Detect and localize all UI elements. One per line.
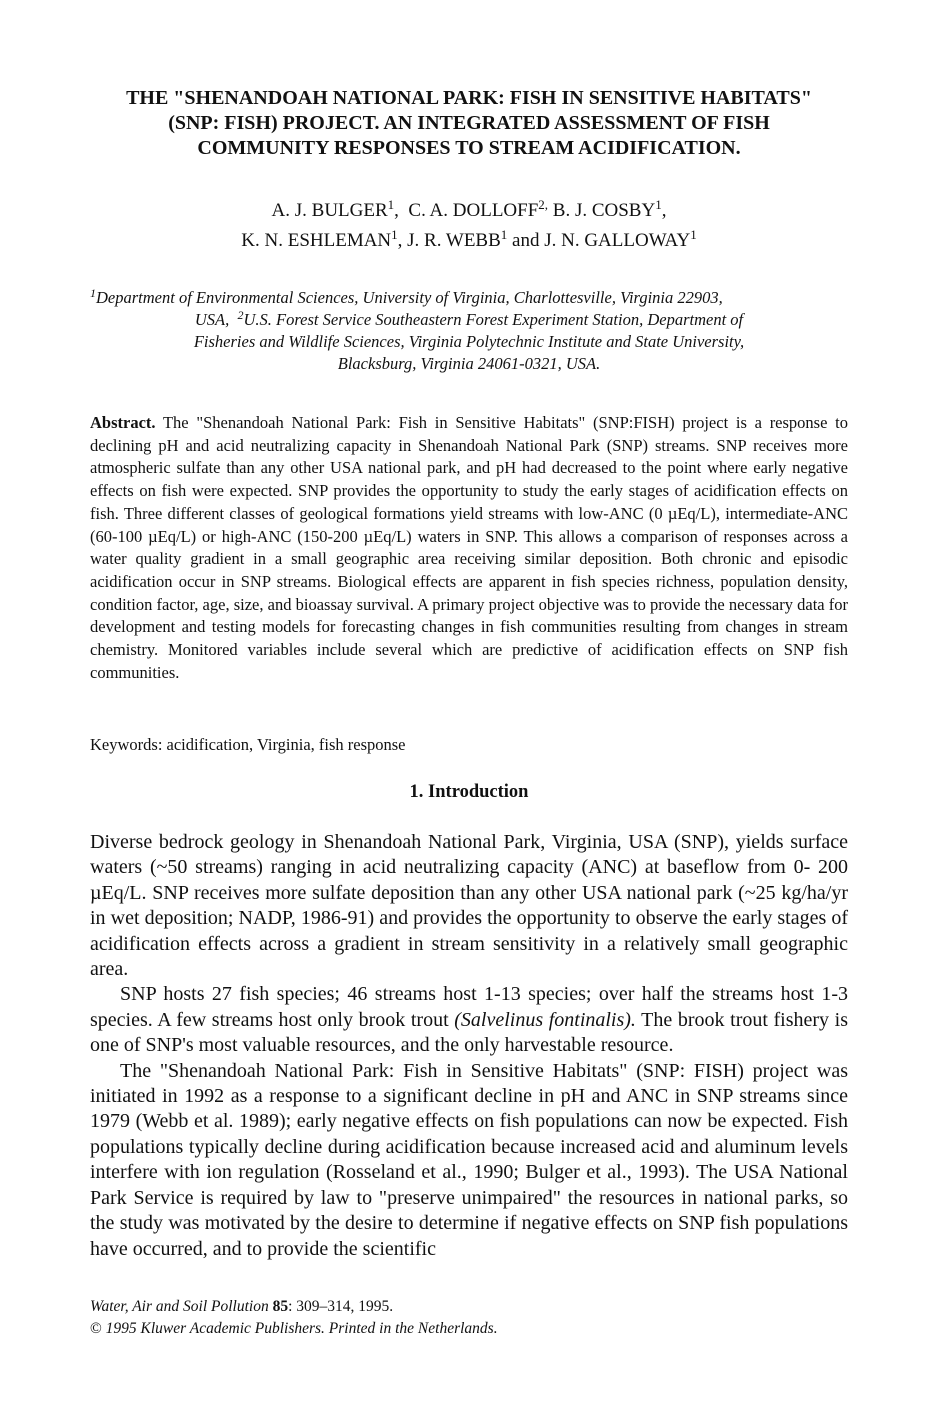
intro-paragraph-1: Diverse bedrock geology in Shenandoah National Park, Virginia, USA (SNP), yields surface waters (~50 streams) ranging in acid neutralizing capacity (ANC) at baseflow from 0- 200 µEq/L. SNP receives more sulfate deposition than any other USA national park (~25 kg/ha/yr in wet deposition; NADP, 1986-91) and provides the opportunity to observe the early stages of acidification effects across a gradient in stream sensitivity in a relatively small geographic area. [90, 831, 848, 981]
copyright-line [90, 1318, 848, 1340]
author-line-2: K. N. ESHLEMAN$^1$, J. R. WEBB$^1$ and J. N. GALLOWAY$^1$ [241, 227, 697, 251]
affiliations [90, 287, 848, 375]
affiliation-1-text: Department of Environmental Sciences, University of Virginia, Charlottesville, Virginia 22903, [96, 288, 723, 307]
affil-mark: 1 [90, 286, 96, 300]
affiliation-2-text: U.S. Forest Service Southeastern Forest Experiment Station, Department of [243, 310, 744, 329]
journal-footer [90, 1296, 848, 1340]
introduction-body [90, 830, 848, 1262]
author-name: C. A. DOLLOFF [408, 200, 539, 221]
title-line-1: THE "SHENANDOAH NATIONAL PARK: FISH IN SENSITIVE HABITATS" [126, 87, 812, 109]
species-name: (Salvelinus fontinalis). [454, 1008, 636, 1031]
abstract [90, 412, 848, 684]
journal-name: Water, Air and Soil Pollution [90, 1298, 269, 1315]
paper-title [90, 86, 848, 161]
title-line-3: COMMUNITY RESPONSES TO STREAM ACIDIFICATION. [197, 137, 741, 159]
affil-mark: 2 [237, 308, 244, 322]
intro-paragraph-3: The "Shenandoah National Park: Fish in Sensitive Habitats" (SNP: FISH) project was initiated in 1992 as a response to a significant decline in pH and ANC in SNP streams since 1979 (Webb et al. 1989); early negative effects on fish populations can now be expected. Fish populations typically decline during acidification because increased acid and aluminum levels interfere with ion regulation (Rosseland et al., 1990; Bulger et al., 1993). The USA National Park Service is required by law to "preserve unimpaired" the resources in national parks, so the study was motivated by the desire to determine if negative effects on SNP fish populations have occurred, and to provide the scientific [90, 1059, 848, 1260]
citation-line [90, 1296, 848, 1318]
author-name: B. J. COSBY [552, 200, 656, 221]
keywords: Keywords: acidification, Virginia, fish response [90, 735, 406, 754]
affiliation-1-country: USA, [194, 310, 230, 329]
author-affil-mark: 1 [500, 227, 508, 242]
author-affil-mark: 1 [391, 227, 398, 242]
author-conjunction: and [512, 230, 540, 251]
journal-volume: 85 [272, 1298, 289, 1315]
intro-paragraph-2-part-a: SNP hosts 27 fish species; 46 streams host 1-13 species; over half the streams host 1-3 species. A few streams host only brook trout [90, 983, 848, 1031]
author-affil-mark: 1 [655, 197, 662, 212]
affiliation-line-4: Blacksburg, Virginia 24061-0321, USA. [337, 354, 601, 373]
author-list [90, 196, 848, 256]
affiliation-line-2 [90, 309, 848, 331]
affiliation-line-3: Fisheries and Wildlife Sciences, Virginia Polytechnic Institute and State University, [193, 332, 745, 351]
copyright-text: 1995 Kluwer Academic Publishers. Printed in the Netherlands. [105, 1320, 498, 1337]
author-affil-mark: 1 [387, 197, 395, 212]
author-name: J. R. WEBB [407, 230, 501, 251]
affiliation-line-1 [90, 287, 848, 309]
author-name: J. N. GALLOWAY [544, 230, 691, 251]
author-affil-mark: 1 [690, 227, 697, 242]
title-line-2: (SNP: FISH) PROJECT. AN INTEGRATED ASSESSMENT OF FISH [168, 112, 770, 134]
author-name: A. J. BULGER [271, 200, 388, 221]
section-heading: 1. Introduction [409, 782, 529, 802]
author-affil-mark: 2, [538, 197, 549, 212]
journal-pages: : 309–314, 1995. [288, 1298, 394, 1315]
intro-paragraph-2 [90, 982, 848, 1058]
author-name: K. N. ESHLEMAN [241, 230, 392, 251]
author-line-1: A. J. BULGER$^1$, C. A. $DOLLOFF^{2,}$ B. J. COSBY$^1$, [271, 197, 667, 221]
copyright-symbol: © [90, 1320, 102, 1337]
abstract-text: The "Shenandoah National Park: Fish in Sensitive Habitats" (SNP:FISH) project is a response to declining pH and acid neutralizing capacity in Shenandoah National Park (SNP) streams. SNP receives more atmospheric sulfate than any other USA national park, and pH had decreased to the point where early negative effects on fish were expected. SNP provides the opportunity to study the early stages of acidification effects on fish. Three different classes of geological formations yield streams with low-ANC (0 µEq/L), intermediate-ANC (60-100 µEq/L) or high-ANC (150-200 µEq/L) waters in SNP. This allows a comparison of responses across a water quality gradient in a small geographic area receiving similar deposition. Both chronic and episodic acidification occur in SNP streams. Biological effects are apparent in fish species richness, population density, condition factor, age, size, and bioassay survival. A primary project objective was to provide the necessary data for development and testing models for forecasting changes in fish communities resulting from changes in stream chemistry. Monitored variables include several which are predictive of acidification effects on SNP fish communities. [90, 413, 848, 682]
abstract-label: Abstract. [90, 413, 156, 432]
intro-paragraph-2-part-b: The brook trout fishery is one of SNP's most valuable resources, and the only harvestable resource. [90, 1008, 848, 1057]
